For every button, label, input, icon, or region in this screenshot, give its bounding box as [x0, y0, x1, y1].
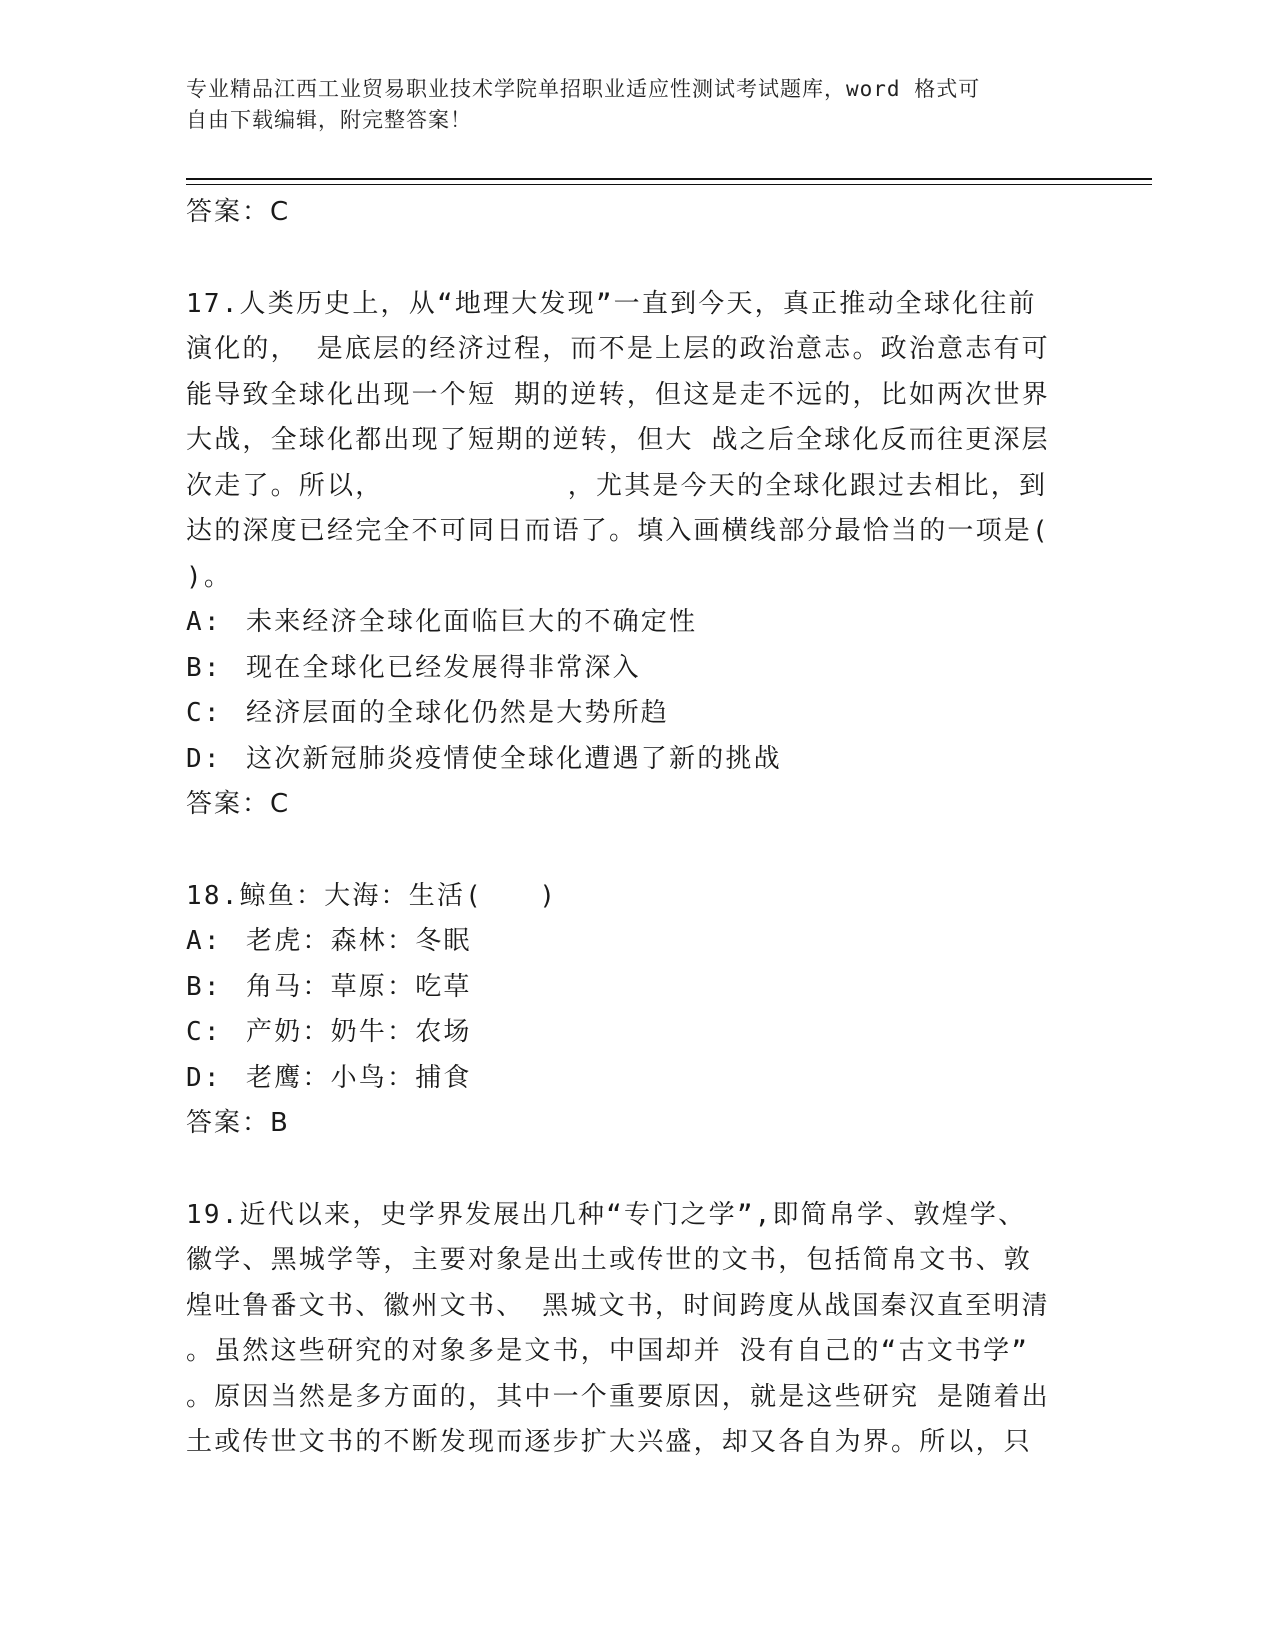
option-text: 未来经济全球化面临巨大的不确定性 [246, 607, 698, 637]
option-letter: B: [186, 652, 222, 683]
page-content [186, 190, 1076, 1466]
option-text: 老鹰：小鸟：捕食 [246, 1062, 472, 1093]
option-b [186, 965, 1076, 1011]
question-18-stem: 18.鲸鱼：大海：生活( ) [186, 880, 558, 911]
question-19-line: 徽学、黑城学等，主要对象是出土或传世的文书，包括简帛文书、敦 [186, 1245, 1033, 1275]
option-text: 这次新冠肺炎疫情使全球化遭遇了新的挑战 [246, 743, 782, 774]
question-19-line: 。虽然这些研究的对象多是文书，中国却并 没有自己的“古文书学” [186, 1336, 1030, 1366]
option-text: 经济层面的全球化仍然是大势所趋 [246, 698, 670, 728]
option-text: 角马：草原：吃草 [246, 971, 472, 1002]
page-header [186, 74, 1066, 136]
question-17 [186, 282, 1076, 828]
option-b [186, 646, 1076, 692]
option-letter: C: [186, 698, 222, 728]
answer-18: 答案：B [186, 1108, 290, 1138]
header-rule-thick [186, 178, 1152, 180]
question-19-line: 。原因当然是多方面的，其中一个重要原因，就是这些研究 是随着出 [186, 1381, 1050, 1412]
option-d [186, 737, 1076, 783]
question-17-line: 达的深度已经完全不可同日而语了。填入画横线部分最恰当的一项是( [186, 516, 1050, 546]
option-letter: C: [186, 1017, 222, 1047]
spacer [186, 236, 1076, 282]
question-19 [186, 1193, 1076, 1466]
question-19-line: 19.近代以来，史学界发展出几种“专门之学”,即简帛学、敦煌学、 [186, 1199, 1027, 1230]
answer-16: 答案：C [186, 197, 291, 227]
question-17-line: 大战，全球化都出现了短期的逆转，但大 战之后全球化反而往更深层 [186, 425, 1050, 455]
question-17-line: 17.人类历史上，从“地理大发现”一直到今天，真正推动全球化往前 [186, 288, 1037, 319]
question-18 [186, 874, 1076, 1147]
question-19-line: 土或传世文书的不断发现而逐步扩大兴盛，却又各自为界。所以，只 [186, 1427, 1033, 1457]
spacer [186, 828, 1076, 874]
option-letter: D: [186, 743, 222, 774]
option-text: 老虎：森林：冬眠 [246, 926, 472, 956]
header-line-1: 专业精品江西工业贸易职业技术学院单招职业适应性测试考试题库，word 格式可 [186, 77, 981, 101]
option-d [186, 1056, 1076, 1102]
option-c [186, 691, 1076, 737]
question-17-line: 次走了。所以， ，尤其是今天的全球化跟过去相比，到 [186, 470, 1048, 501]
option-text: 产奶：奶牛：农场 [246, 1017, 472, 1047]
header-line-2: 自由下载编辑，附完整答案！ [186, 108, 472, 132]
option-letter: B: [186, 971, 222, 1002]
option-c [186, 1010, 1076, 1056]
option-letter: A: [186, 926, 222, 956]
question-17-line: )。 [186, 561, 233, 592]
option-text: 现在全球化已经发展得非常深入 [246, 652, 641, 683]
spacer [186, 1147, 1076, 1193]
option-letter: A: [186, 607, 222, 637]
question-17-line: 演化的， 是底层的经济过程，而不是上层的政治意志。政治意志有可 [186, 334, 1050, 364]
answer-17: 答案：C [186, 789, 291, 819]
option-letter: D: [186, 1062, 222, 1093]
header-rule-thin [186, 184, 1152, 185]
option-a [186, 919, 1076, 965]
question-19-line: 煌吐鲁番文书、徽州文书、 黑城文书，时间跨度从战国秦汉直至明清 [186, 1290, 1050, 1321]
question-17-line: 能导致全球化出现一个短 期的逆转，但这是走不远的，比如两次世界 [186, 379, 1050, 410]
option-a [186, 600, 1076, 646]
